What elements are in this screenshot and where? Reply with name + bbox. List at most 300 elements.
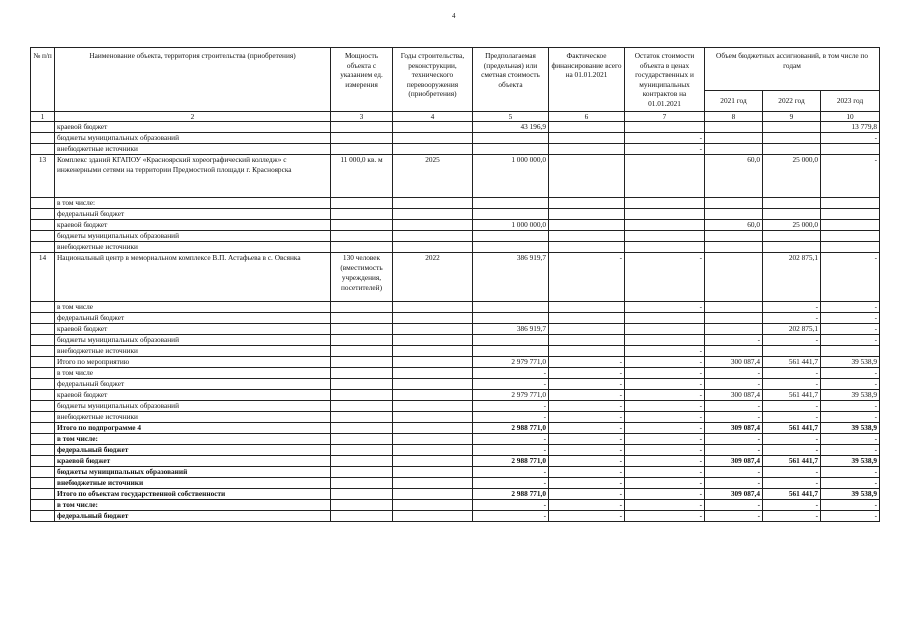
row-actual-financing xyxy=(549,122,625,133)
row-2023-value: 39 538,9 xyxy=(821,390,880,401)
row-2022-value xyxy=(763,346,821,357)
row-2021-value: 309 087,4 xyxy=(705,489,763,500)
row-years xyxy=(393,242,473,253)
row-years xyxy=(393,346,473,357)
row-remaining-cost: - xyxy=(625,253,705,302)
table-row xyxy=(31,302,880,313)
row-estimated-cost: 2 988 771,0 xyxy=(473,489,549,500)
row-number xyxy=(31,412,55,423)
row-actual-financing: - xyxy=(549,390,625,401)
row-number xyxy=(31,368,55,379)
row-2022-value: - xyxy=(763,500,821,511)
row-years xyxy=(393,209,473,220)
page-number: 4 xyxy=(452,12,456,20)
row-remaining-cost: - xyxy=(625,412,705,423)
row-2022-value: 561 441,7 xyxy=(763,489,821,500)
row-estimated-cost: - xyxy=(473,434,549,445)
header-year-2021: 2021 год xyxy=(705,91,763,112)
row-2023-value: 39 538,9 xyxy=(821,456,880,467)
row-number xyxy=(31,313,55,324)
row-capacity xyxy=(331,500,393,511)
row-actual-financing: - xyxy=(549,489,625,500)
row-actual-financing xyxy=(549,220,625,231)
row-2023-value: - xyxy=(821,445,880,456)
row-estimated-cost: - xyxy=(473,478,549,489)
row-name: в том числе: xyxy=(55,500,331,511)
row-number xyxy=(31,133,55,144)
row-name: в том числе: xyxy=(55,434,331,445)
row-remaining-cost xyxy=(625,155,705,198)
row-capacity: 130 человек (вместимость учреждения, посетителей) xyxy=(331,253,393,302)
row-number xyxy=(31,144,55,155)
row-number xyxy=(31,478,55,489)
row-years xyxy=(393,511,473,522)
row-capacity xyxy=(331,368,393,379)
row-actual-financing: - xyxy=(549,368,625,379)
row-2021-value xyxy=(705,144,763,155)
row-number xyxy=(31,324,55,335)
row-years xyxy=(393,335,473,346)
row-estimated-cost: 2 988 771,0 xyxy=(473,423,549,434)
row-remaining-cost xyxy=(625,231,705,242)
row-2022-value xyxy=(763,144,821,155)
row-2023-value: - xyxy=(821,478,880,489)
row-remaining-cost: - xyxy=(625,390,705,401)
table-row xyxy=(31,478,880,489)
row-remaining-cost: - xyxy=(625,401,705,412)
row-actual-financing: - xyxy=(549,379,625,390)
row-remaining-cost xyxy=(625,324,705,335)
table-row xyxy=(31,122,880,133)
row-estimated-cost xyxy=(473,133,549,144)
row-years xyxy=(393,231,473,242)
row-years xyxy=(393,467,473,478)
row-remaining-cost: - xyxy=(625,144,705,155)
row-2021-value xyxy=(705,346,763,357)
row-remaining-cost: - xyxy=(625,467,705,478)
row-name: Итого по мероприятию xyxy=(55,357,331,368)
row-years xyxy=(393,220,473,231)
table-row xyxy=(31,133,880,144)
row-years xyxy=(393,401,473,412)
row-estimated-cost: 386 919,7 xyxy=(473,324,549,335)
row-capacity xyxy=(331,144,393,155)
row-2023-value: - xyxy=(821,335,880,346)
row-actual-financing: - xyxy=(549,412,625,423)
table-row xyxy=(31,467,880,478)
row-2022-value xyxy=(763,198,821,209)
row-2023-value: - xyxy=(821,368,880,379)
row-remaining-cost: - xyxy=(625,357,705,368)
row-estimated-cost: - xyxy=(473,401,549,412)
row-name: краевой бюджет xyxy=(55,456,331,467)
row-years xyxy=(393,122,473,133)
row-estimated-cost xyxy=(473,302,549,313)
row-actual-financing: - xyxy=(549,511,625,522)
row-name: краевой бюджет xyxy=(55,324,331,335)
row-number xyxy=(31,434,55,445)
row-remaining-cost xyxy=(625,220,705,231)
col-number: 6 xyxy=(549,112,625,122)
column-numbers-row xyxy=(31,112,880,122)
row-2021-value xyxy=(705,324,763,335)
row-actual-financing xyxy=(549,133,625,144)
row-2021-value xyxy=(705,253,763,302)
row-capacity xyxy=(331,242,393,253)
row-2022-value: - xyxy=(763,511,821,522)
col-number: 10 xyxy=(821,112,880,122)
row-name: федеральный бюджет xyxy=(55,313,331,324)
row-2021-value: - xyxy=(705,467,763,478)
row-name: в том числе xyxy=(55,368,331,379)
row-capacity xyxy=(331,489,393,500)
row-years xyxy=(393,390,473,401)
row-2023-value: 13 779,8 xyxy=(821,122,880,133)
row-actual-financing: - xyxy=(549,423,625,434)
table-row xyxy=(31,489,880,500)
row-estimated-cost xyxy=(473,209,549,220)
row-number xyxy=(31,423,55,434)
row-estimated-cost xyxy=(473,231,549,242)
row-2023-value: 39 538,9 xyxy=(821,357,880,368)
row-remaining-cost xyxy=(625,242,705,253)
row-estimated-cost xyxy=(473,313,549,324)
row-2021-value: - xyxy=(705,445,763,456)
row-estimated-cost: 2 988 771,0 xyxy=(473,456,549,467)
row-capacity xyxy=(331,209,393,220)
row-2023-value: - xyxy=(821,133,880,144)
row-years xyxy=(393,144,473,155)
row-estimated-cost: - xyxy=(473,511,549,522)
row-name: внебюджетные источники xyxy=(55,412,331,423)
row-2022-value: - xyxy=(763,467,821,478)
row-estimated-cost: 1 000 000,0 xyxy=(473,220,549,231)
row-remaining-cost: - xyxy=(625,489,705,500)
row-2023-value: - xyxy=(821,412,880,423)
table-row xyxy=(31,434,880,445)
row-name: бюджеты муниципальных образований xyxy=(55,133,331,144)
row-2021-value xyxy=(705,133,763,144)
row-years xyxy=(393,478,473,489)
row-years xyxy=(393,357,473,368)
row-estimated-cost xyxy=(473,346,549,357)
row-years xyxy=(393,133,473,144)
row-actual-financing xyxy=(549,324,625,335)
row-actual-financing: - xyxy=(549,467,625,478)
row-2022-value: - xyxy=(763,379,821,390)
row-remaining-cost: - xyxy=(625,302,705,313)
row-remaining-cost xyxy=(625,313,705,324)
row-number xyxy=(31,500,55,511)
row-number xyxy=(31,231,55,242)
row-2022-value: 561 441,7 xyxy=(763,423,821,434)
row-2022-value: 25 000,0 xyxy=(763,155,821,198)
header-budget-allocations: Объем бюджетных ассигнований, в том числе по годам xyxy=(705,48,880,91)
col-number: 8 xyxy=(705,112,763,122)
row-capacity xyxy=(331,401,393,412)
row-capacity xyxy=(331,511,393,522)
table-row xyxy=(31,335,880,346)
row-remaining-cost xyxy=(625,198,705,209)
row-name: внебюджетные источники xyxy=(55,346,331,357)
row-remaining-cost: - xyxy=(625,445,705,456)
row-name: федеральный бюджет xyxy=(55,379,331,390)
row-2022-value xyxy=(763,133,821,144)
row-number xyxy=(31,489,55,500)
row-estimated-cost: 43 196,9 xyxy=(473,122,549,133)
row-capacity xyxy=(331,445,393,456)
row-years xyxy=(393,456,473,467)
row-2021-value: 60,0 xyxy=(705,155,763,198)
col-number: 5 xyxy=(473,112,549,122)
row-years xyxy=(393,313,473,324)
row-name: краевой бюджет xyxy=(55,220,331,231)
row-remaining-cost: - xyxy=(625,423,705,434)
row-2023-value: - xyxy=(821,313,880,324)
row-estimated-cost: - xyxy=(473,379,549,390)
row-years xyxy=(393,423,473,434)
row-capacity: 11 000,0 кв. м xyxy=(331,155,393,198)
row-remaining-cost xyxy=(625,122,705,133)
row-number xyxy=(31,220,55,231)
row-2023-value: - xyxy=(821,511,880,522)
row-2021-value: - xyxy=(705,335,763,346)
row-2021-value: - xyxy=(705,379,763,390)
header-estimated-cost: Предполагаемая (предельная) или сметная стоимость объекта xyxy=(473,48,549,112)
row-actual-financing xyxy=(549,335,625,346)
row-remaining-cost: - xyxy=(625,478,705,489)
row-2023-value xyxy=(821,231,880,242)
row-2022-value: - xyxy=(763,368,821,379)
table-row xyxy=(31,423,880,434)
row-name: Комплекс зданий КГАПОУ «Красноярский хореографический колледж» с инженерными сетями на территории Предмостной площади г. Красноярска xyxy=(55,155,331,198)
row-actual-financing xyxy=(549,144,625,155)
row-2022-value: 25 000,0 xyxy=(763,220,821,231)
table-row xyxy=(31,242,880,253)
table-row xyxy=(31,390,880,401)
row-capacity xyxy=(331,324,393,335)
row-estimated-cost: - xyxy=(473,467,549,478)
row-estimated-cost: - xyxy=(473,500,549,511)
row-actual-financing xyxy=(549,198,625,209)
row-2021-value: - xyxy=(705,412,763,423)
row-number xyxy=(31,302,55,313)
header-name: Наименование объекта, территория строительства (приобретения) xyxy=(55,48,331,112)
row-number xyxy=(31,401,55,412)
row-2023-value: - xyxy=(821,324,880,335)
row-name: федеральный бюджет xyxy=(55,445,331,456)
row-number xyxy=(31,242,55,253)
row-number xyxy=(31,335,55,346)
header-years: Годы строительства, реконструкции, технического перевооружения (приобретения) xyxy=(393,48,473,112)
row-capacity xyxy=(331,302,393,313)
row-estimated-cost xyxy=(473,335,549,346)
row-estimated-cost xyxy=(473,144,549,155)
row-2023-value xyxy=(821,209,880,220)
row-2022-value: 202 875,1 xyxy=(763,324,821,335)
row-name: внебюджетные источники xyxy=(55,478,331,489)
row-remaining-cost: - xyxy=(625,379,705,390)
row-capacity xyxy=(331,467,393,478)
row-2023-value: - xyxy=(821,253,880,302)
row-remaining-cost: - xyxy=(625,434,705,445)
row-actual-financing xyxy=(549,209,625,220)
table-row xyxy=(31,346,880,357)
row-name: Итого по объектам государственной собственности xyxy=(55,489,331,500)
row-capacity xyxy=(331,133,393,144)
row-capacity xyxy=(331,456,393,467)
row-2022-value: 561 441,7 xyxy=(763,456,821,467)
row-number xyxy=(31,198,55,209)
row-actual-financing xyxy=(549,313,625,324)
row-actual-financing: - xyxy=(549,445,625,456)
header-no: № п/п xyxy=(31,48,55,112)
row-estimated-cost: - xyxy=(473,412,549,423)
row-capacity xyxy=(331,478,393,489)
header-capacity: Мощность объекта с указанием ед. измерения xyxy=(331,48,393,112)
row-2023-value xyxy=(821,220,880,231)
table-row xyxy=(31,445,880,456)
row-2021-value xyxy=(705,302,763,313)
row-name: внебюджетные источники xyxy=(55,242,331,253)
row-2023-value xyxy=(821,346,880,357)
row-2022-value: 561 441,7 xyxy=(763,357,821,368)
row-capacity xyxy=(331,198,393,209)
row-actual-financing xyxy=(549,231,625,242)
table-row xyxy=(31,144,880,155)
row-2022-value: - xyxy=(763,445,821,456)
row-2022-value xyxy=(763,209,821,220)
header-year-2022: 2022 год xyxy=(763,91,821,112)
row-years: 2025 xyxy=(393,155,473,198)
row-2023-value: 39 538,9 xyxy=(821,489,880,500)
table-row xyxy=(31,357,880,368)
col-number: 2 xyxy=(55,112,331,122)
row-2023-value: - xyxy=(821,500,880,511)
row-years xyxy=(393,500,473,511)
row-2023-value: - xyxy=(821,401,880,412)
table-row xyxy=(31,324,880,335)
table-row xyxy=(31,155,880,198)
row-2021-value xyxy=(705,242,763,253)
row-2021-value xyxy=(705,313,763,324)
row-capacity xyxy=(331,335,393,346)
row-capacity xyxy=(331,231,393,242)
row-number: 14 xyxy=(31,253,55,302)
row-capacity xyxy=(331,412,393,423)
row-name: Национальный центр в мемориальном комплексе В.П. Астафьева в с. Овсянка xyxy=(55,253,331,302)
row-2023-value xyxy=(821,198,880,209)
row-2022-value: - xyxy=(763,478,821,489)
row-years: 2022 xyxy=(393,253,473,302)
row-2021-value: 300 087,4 xyxy=(705,390,763,401)
row-capacity xyxy=(331,390,393,401)
table-row xyxy=(31,209,880,220)
investment-objects-table xyxy=(30,47,880,522)
table-row xyxy=(31,231,880,242)
row-2021-value xyxy=(705,231,763,242)
table-row xyxy=(31,456,880,467)
row-name: бюджеты муниципальных образований xyxy=(55,401,331,412)
row-years xyxy=(393,489,473,500)
row-capacity xyxy=(331,379,393,390)
row-number xyxy=(31,122,55,133)
row-2023-value: - xyxy=(821,379,880,390)
col-number: 1 xyxy=(31,112,55,122)
row-2021-value: 300 087,4 xyxy=(705,357,763,368)
row-estimated-cost xyxy=(473,198,549,209)
row-name: бюджеты муниципальных образований xyxy=(55,467,331,478)
table-row xyxy=(31,220,880,231)
row-name: федеральный бюджет xyxy=(55,209,331,220)
row-capacity xyxy=(331,434,393,445)
row-years xyxy=(393,445,473,456)
row-remaining-cost xyxy=(625,209,705,220)
col-number: 7 xyxy=(625,112,705,122)
row-estimated-cost: 2 979 771,0 xyxy=(473,390,549,401)
row-2021-value xyxy=(705,209,763,220)
row-number xyxy=(31,346,55,357)
row-years xyxy=(393,368,473,379)
row-remaining-cost: - xyxy=(625,511,705,522)
row-actual-financing: - xyxy=(549,357,625,368)
row-name: краевой бюджет xyxy=(55,122,331,133)
row-remaining-cost: - xyxy=(625,368,705,379)
row-actual-financing xyxy=(549,155,625,198)
row-number xyxy=(31,390,55,401)
col-number: 9 xyxy=(763,112,821,122)
row-estimated-cost: - xyxy=(473,368,549,379)
row-remaining-cost: - xyxy=(625,346,705,357)
table-row xyxy=(31,198,880,209)
row-number xyxy=(31,445,55,456)
row-capacity xyxy=(331,357,393,368)
row-actual-financing xyxy=(549,242,625,253)
row-name: в том числе: xyxy=(55,198,331,209)
row-2023-value: - xyxy=(821,467,880,478)
row-2021-value: 309 087,4 xyxy=(705,456,763,467)
row-name: внебюджетные источники xyxy=(55,144,331,155)
row-2021-value xyxy=(705,198,763,209)
row-2021-value: - xyxy=(705,401,763,412)
row-number xyxy=(31,511,55,522)
row-capacity xyxy=(331,220,393,231)
row-2023-value: - xyxy=(821,434,880,445)
row-2022-value: 561 441,7 xyxy=(763,390,821,401)
table-row xyxy=(31,253,880,302)
row-estimated-cost: 1 000 000,0 xyxy=(473,155,549,198)
table-row xyxy=(31,511,880,522)
row-capacity xyxy=(331,122,393,133)
row-name: в том числе xyxy=(55,302,331,313)
row-2021-value: - xyxy=(705,511,763,522)
row-2021-value: - xyxy=(705,500,763,511)
row-2022-value xyxy=(763,122,821,133)
row-capacity xyxy=(331,313,393,324)
row-actual-financing: - xyxy=(549,456,625,467)
row-number xyxy=(31,209,55,220)
table-row xyxy=(31,401,880,412)
col-number: 3 xyxy=(331,112,393,122)
row-estimated-cost: - xyxy=(473,445,549,456)
row-years xyxy=(393,324,473,335)
row-2021-value: 309 087,4 xyxy=(705,423,763,434)
row-remaining-cost: - xyxy=(625,500,705,511)
row-2021-value xyxy=(705,122,763,133)
row-number: 13 xyxy=(31,155,55,198)
row-number xyxy=(31,379,55,390)
header-remaining-cost: Остаток стоимости объекта в ценах государственных и муниципальных контрактов на 01.01.2021 xyxy=(625,48,705,112)
